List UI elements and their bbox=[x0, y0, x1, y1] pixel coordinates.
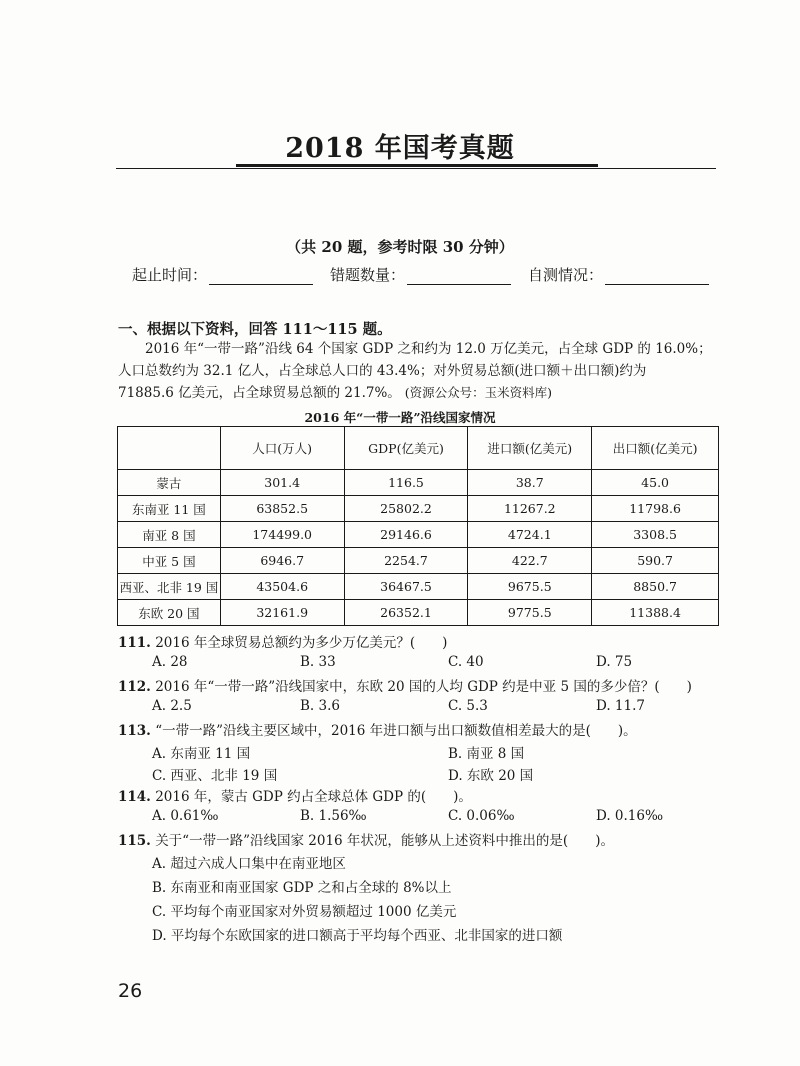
page-title: 2018 年国考真题 bbox=[285, 133, 515, 164]
table-caption: 2016 年“一带一路”沿线国家情况 bbox=[304, 410, 496, 425]
table-cell: 11798.6 bbox=[592, 496, 719, 522]
q111-option-b[interactable]: B. 33 bbox=[300, 654, 336, 670]
table-cell: 301.4 bbox=[220, 470, 344, 496]
table-row bbox=[118, 522, 719, 548]
header-cell: 出口额(亿美元) bbox=[592, 427, 719, 470]
question-number: 112. bbox=[118, 679, 151, 695]
table-cell: 43504.6 bbox=[220, 574, 344, 600]
table-cell: 116.5 bbox=[344, 470, 468, 496]
table-cell: 11267.2 bbox=[468, 496, 592, 522]
title-rule-thick bbox=[236, 164, 598, 167]
q112-option-a[interactable]: A. 2.5 bbox=[152, 698, 192, 714]
table-cell: 29146.6 bbox=[344, 522, 468, 548]
title-rule-thin bbox=[116, 168, 716, 169]
q111-option-d[interactable]: D. 75 bbox=[596, 654, 633, 670]
q113-option-c[interactable]: C. 西亚、北非 19 国 bbox=[152, 768, 278, 784]
q113-option-b[interactable]: B. 南亚 8 国 bbox=[448, 746, 525, 762]
table-cell: 南亚 8 国 bbox=[118, 522, 221, 548]
question-115 bbox=[118, 830, 614, 852]
wrong-count-blank[interactable] bbox=[407, 268, 511, 285]
q114-option-d[interactable]: D. 0.16‰ bbox=[596, 808, 664, 824]
question-number: 113. bbox=[118, 723, 151, 739]
data-table bbox=[117, 426, 719, 626]
table-row bbox=[118, 600, 719, 626]
start-end-time-label: 起止时间： bbox=[132, 266, 208, 284]
table-row bbox=[118, 470, 719, 496]
page-number: 26 bbox=[118, 980, 143, 1002]
q113-option-d[interactable]: D. 东欧 20 国 bbox=[448, 768, 534, 784]
q115-option-a[interactable]: A. 超过六成人口集中在南亚地区 bbox=[152, 856, 346, 872]
q114-option-a[interactable]: A. 0.61‰ bbox=[152, 808, 219, 824]
q111-option-a[interactable]: A. 28 bbox=[152, 654, 188, 670]
header-cell: GDP(亿美元) bbox=[344, 427, 468, 470]
table-cell: 西亚、北非 19 国 bbox=[118, 574, 221, 600]
table-cell: 3308.5 bbox=[592, 522, 719, 548]
question-text: “一带一路”沿线主要区域中，2016 年进口额与出口额数值相差最大的是( )。 bbox=[155, 723, 637, 739]
q112-option-d[interactable]: D. 11.7 bbox=[596, 698, 645, 714]
table-cell: 45.0 bbox=[592, 470, 719, 496]
question-text: 2016 年，蒙古 GDP 约占全球总体 GDP 的( )。 bbox=[155, 789, 472, 805]
passage-line-1: 2016 年“一带一路”沿线 64 个国家 GDP 之和约为 12.0 万亿美元，占全球 GDP 的 16.0%； bbox=[145, 341, 712, 357]
source-note: (资源公众号：玉米资料库) bbox=[404, 385, 553, 400]
table-row bbox=[118, 496, 719, 522]
passage-line-3 bbox=[118, 382, 718, 404]
q112-option-c[interactable]: C. 5.3 bbox=[448, 698, 488, 714]
self-assessment-label: 自测情况： bbox=[528, 266, 604, 284]
q115-option-c[interactable]: C. 平均每个南亚国家对外贸易额超过 1000 亿美元 bbox=[152, 904, 457, 920]
table-cell: 38.7 bbox=[468, 470, 592, 496]
start-end-time-blank[interactable] bbox=[209, 268, 313, 285]
self-assessment-blank[interactable] bbox=[605, 268, 709, 285]
q115-option-d[interactable]: D. 平均每个东欧国家的进口额高于平均每个西亚、北非国家的进口额 bbox=[152, 928, 563, 944]
table-cell: 蒙古 bbox=[118, 470, 221, 496]
table-cell: 4724.1 bbox=[468, 522, 592, 548]
question-113 bbox=[118, 720, 637, 742]
table-cell: 36467.5 bbox=[344, 574, 468, 600]
wrong-count-label: 错题数量： bbox=[330, 266, 406, 284]
table-cell: 26352.1 bbox=[344, 600, 468, 626]
question-text: 2016 年“一带一路”沿线国家中，东欧 20 国的人均 GDP 约是中亚 5 国的多少倍？( ) bbox=[155, 679, 692, 695]
passage-line-3-text: 71885.6 亿美元，占全球贸易总额的 21.7%。 bbox=[118, 385, 401, 401]
q115-option-b[interactable]: B. 东南亚和南亚国家 GDP 之和占全球的 8%以上 bbox=[152, 880, 452, 896]
table-cell: 174499.0 bbox=[220, 522, 344, 548]
table-cell: 11388.4 bbox=[592, 600, 719, 626]
table-cell: 32161.9 bbox=[220, 600, 344, 626]
question-114 bbox=[118, 786, 472, 808]
table-cell: 8850.7 bbox=[592, 574, 719, 600]
table-cell: 25802.2 bbox=[344, 496, 468, 522]
table-row bbox=[118, 574, 719, 600]
question-number: 115. bbox=[118, 833, 151, 849]
table-cell: 590.7 bbox=[592, 548, 719, 574]
question-111 bbox=[118, 632, 447, 654]
table-cell: 中亚 5 国 bbox=[118, 548, 221, 574]
question-112 bbox=[118, 676, 692, 698]
table-cell: 63852.5 bbox=[220, 496, 344, 522]
question-number: 111. bbox=[118, 635, 151, 651]
question-number: 114. bbox=[118, 789, 151, 805]
section-heading: 一、根据以下资料，回答 111～115 题。 bbox=[118, 321, 392, 338]
table-header-row bbox=[118, 427, 719, 470]
table-row bbox=[118, 548, 719, 574]
q112-option-b[interactable]: B. 3.6 bbox=[300, 698, 340, 714]
q113-option-a[interactable]: A. 东南亚 11 国 bbox=[152, 746, 251, 762]
q114-option-c[interactable]: C. 0.06‰ bbox=[448, 808, 515, 824]
q114-option-b[interactable]: B. 1.56‰ bbox=[300, 808, 367, 824]
passage-line-2: 人口总数约为 32.1 亿人，占全球总人口的 43.4%；对外贸易总额(进口额＋出口额)约为 bbox=[118, 363, 647, 379]
header-cell: 进口额(亿美元) bbox=[468, 427, 592, 470]
table-cell: 9675.5 bbox=[468, 574, 592, 600]
start-end-time-field bbox=[132, 264, 313, 285]
question-text: 2016 年全球贸易总额约为多少万亿美元？( ) bbox=[155, 635, 448, 651]
subtitle: （共 20 题，参考时限 30 分钟） bbox=[286, 238, 514, 256]
self-assessment-field bbox=[528, 264, 709, 285]
table-cell: 6946.7 bbox=[220, 548, 344, 574]
question-text: 关于“一带一路”沿线国家 2016 年状况，能够从上述资料中推出的是( )。 bbox=[155, 833, 614, 849]
table-cell: 422.7 bbox=[468, 548, 592, 574]
table-cell: 2254.7 bbox=[344, 548, 468, 574]
header-cell bbox=[118, 427, 221, 470]
header-cell: 人口(万人) bbox=[220, 427, 344, 470]
wrong-count-field bbox=[330, 264, 511, 285]
q111-option-c[interactable]: C. 40 bbox=[448, 654, 484, 670]
table-cell: 9775.5 bbox=[468, 600, 592, 626]
table-cell: 东欧 20 国 bbox=[118, 600, 221, 626]
table-cell: 东南亚 11 国 bbox=[118, 496, 221, 522]
